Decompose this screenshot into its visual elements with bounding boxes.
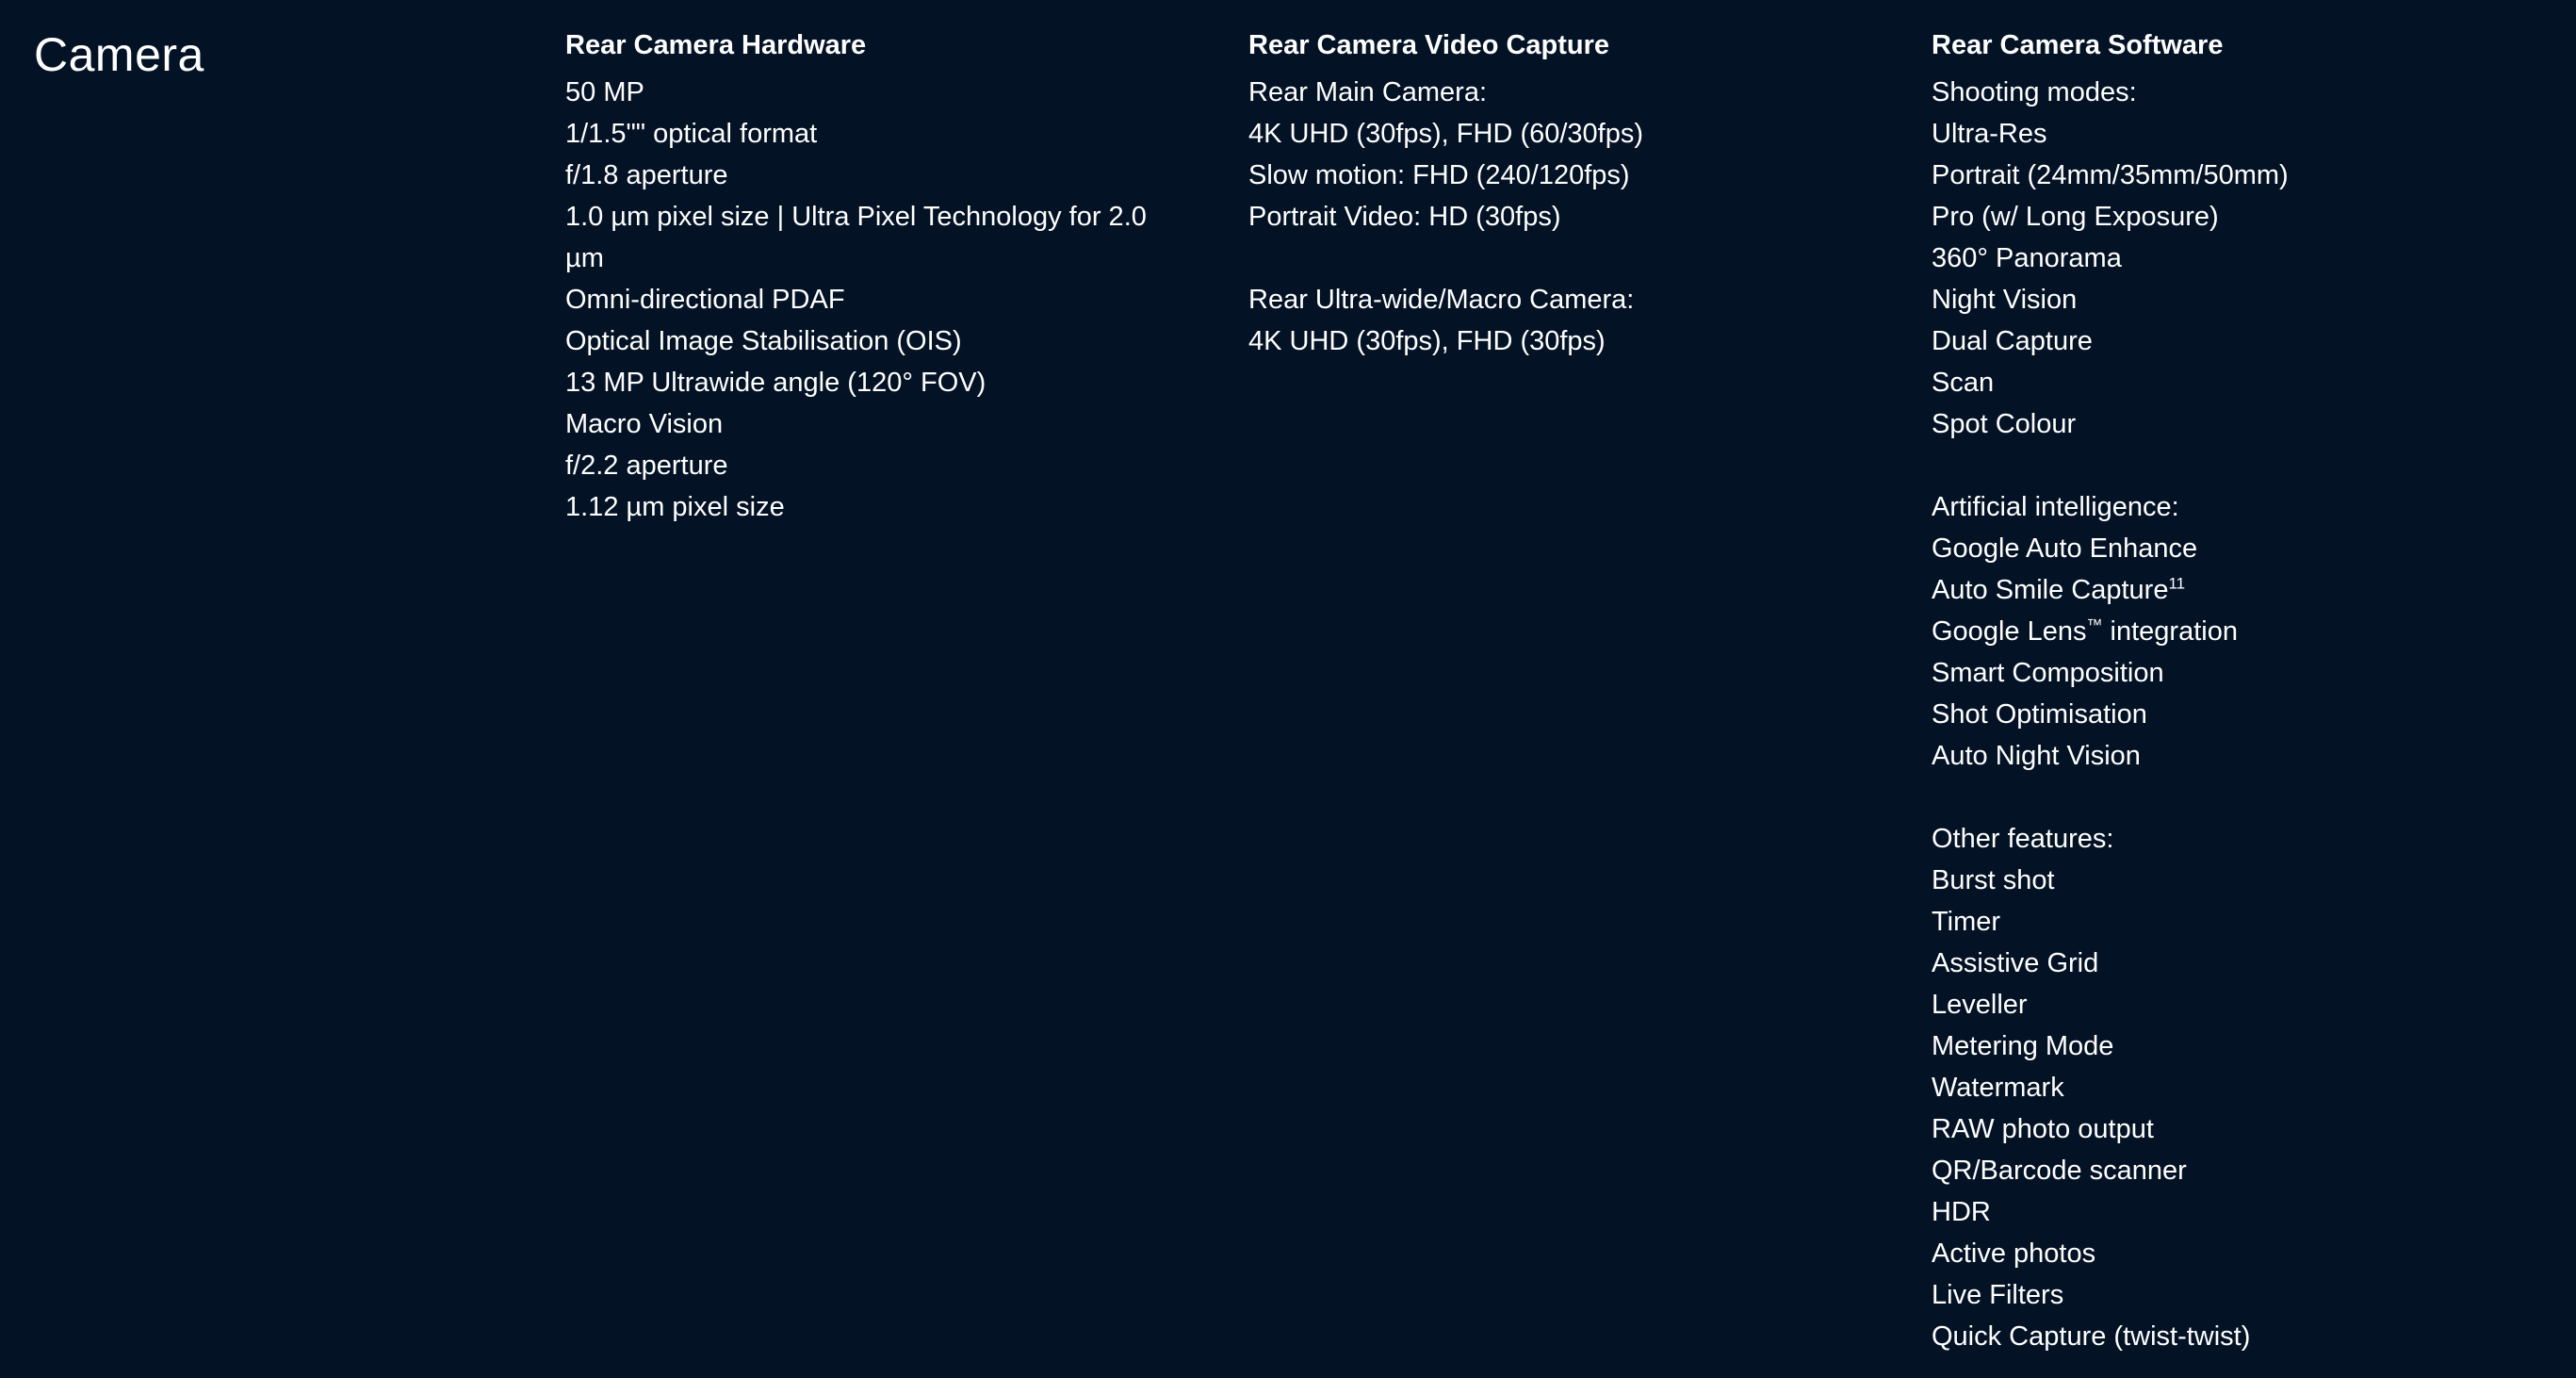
video-list: [1248, 72, 1776, 362]
page-title: Camera: [34, 28, 204, 81]
hardware-item: f/2.2 aperture: [565, 451, 728, 481]
other-feature-item: Leveller: [1932, 990, 2028, 1020]
ai-item: [1932, 569, 2553, 611]
shooting-modes-label: Shooting modes:: [1932, 77, 2137, 107]
shooting-mode-item: 360° Panorama: [1932, 243, 2122, 273]
ai-item-text: Google Lens: [1932, 616, 2087, 647]
video-item: 4K UHD (30fps), FHD (30fps): [1248, 326, 1606, 356]
other-feature-item: RAW photo output: [1932, 1114, 2154, 1144]
shooting-mode-item: Night Vision: [1932, 285, 2078, 315]
video-item: Portrait Video: HD (30fps): [1248, 202, 1561, 232]
hardware-item: 1.0 µm pixel size | Ultra Pixel Technology for 2.0 µm: [565, 202, 1147, 273]
video-column: [1248, 25, 1776, 362]
trademark-marker: ™: [2086, 615, 2103, 634]
shooting-mode-item: Scan: [1932, 368, 1995, 398]
other-feature-item: QR/Barcode scanner: [1932, 1156, 2187, 1186]
software-heading: Rear Camera Software: [1932, 30, 2224, 60]
other-feature-item: Burst shot: [1932, 865, 2055, 895]
ai-item: Google Auto Enhance: [1932, 533, 2198, 564]
video-main-label: Rear Main Camera:: [1248, 77, 1488, 107]
spacer: [1932, 777, 2553, 818]
other-feature-item: HDR: [1932, 1197, 1991, 1227]
other-feature-item: Timer: [1932, 907, 2001, 937]
shooting-mode-item: Dual Capture: [1932, 326, 2093, 356]
other-features-label: Other features:: [1932, 824, 2114, 854]
video-ultrawide-label: Rear Ultra-wide/Macro Camera:: [1248, 285, 1635, 315]
shooting-mode-item: Ultra-Res: [1932, 119, 2047, 149]
software-list: [1932, 72, 2553, 1357]
hardware-item: Optical Image Stabilisation (OIS): [565, 326, 962, 356]
shooting-mode-item: Spot Colour: [1932, 409, 2077, 439]
software-column: [1932, 25, 2553, 1357]
video-heading: Rear Camera Video Capture: [1248, 30, 1610, 60]
other-feature-item: Metering Mode: [1932, 1031, 2114, 1061]
hardware-item: 1/1.5"" optical format: [565, 119, 818, 149]
video-item: Slow motion: FHD (240/120fps): [1248, 160, 1630, 190]
hardware-heading: Rear Camera Hardware: [565, 30, 867, 60]
ai-item: Auto Night Vision: [1932, 741, 2141, 771]
hardware-item: Macro Vision: [565, 409, 724, 439]
other-feature-item: Quick Capture (twist-twist): [1932, 1321, 2251, 1352]
ai-item-suffix: integration: [2102, 616, 2238, 647]
hardware-item: f/1.8 aperture: [565, 160, 728, 190]
footnote-marker: 11: [2168, 574, 2186, 593]
ai-item: Smart Composition: [1932, 658, 2164, 688]
hardware-column: [565, 25, 1187, 528]
shooting-mode-item: Pro (w/ Long Exposure): [1932, 202, 2219, 232]
ai-item-text: Auto Smile Capture: [1932, 575, 2169, 605]
spacer: [1248, 238, 1776, 279]
other-feature-item: Assistive Grid: [1932, 948, 2099, 978]
video-item: 4K UHD (30fps), FHD (60/30fps): [1248, 119, 1644, 149]
other-feature-item: Active photos: [1932, 1239, 2096, 1269]
hardware-item: 1.12 µm pixel size: [565, 492, 785, 522]
other-feature-item: Live Filters: [1932, 1280, 2064, 1310]
other-feature-item: Watermark: [1932, 1073, 2064, 1103]
hardware-item: 13 MP Ultrawide angle (120° FOV): [565, 368, 986, 398]
hardware-list: [565, 72, 1187, 528]
shooting-mode-item: Portrait (24mm/35mm/50mm): [1932, 160, 2289, 190]
ai-item: [1932, 611, 2553, 652]
hardware-item: Omni-directional PDAF: [565, 285, 845, 315]
hardware-item: 50 MP: [565, 77, 644, 107]
ai-item: Shot Optimisation: [1932, 699, 2147, 730]
spacer: [1932, 445, 2553, 486]
ai-label: Artificial intelligence:: [1932, 492, 2179, 522]
